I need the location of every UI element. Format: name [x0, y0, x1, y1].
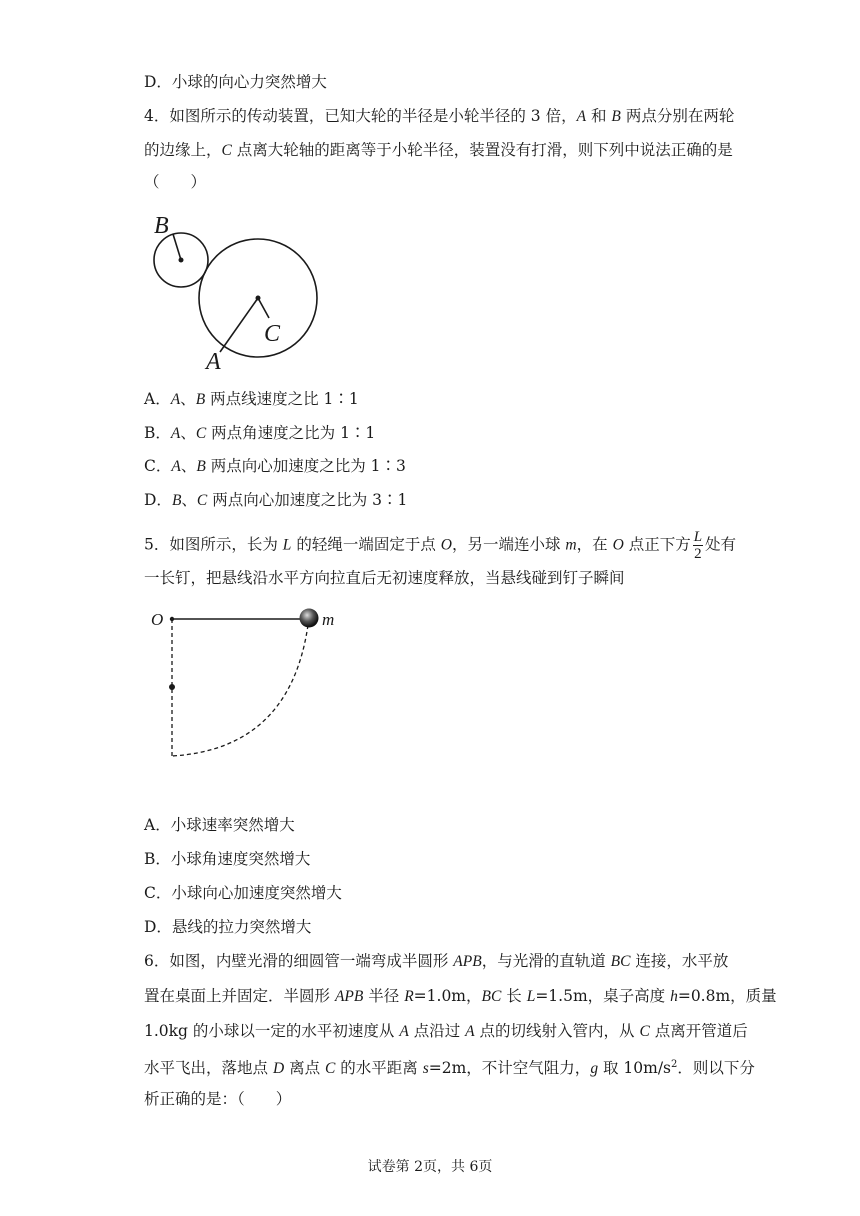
- q6-text: =1.0m，: [413, 987, 482, 1005]
- q5-option-d: D．悬线的拉力突然增大: [144, 918, 312, 936]
- q5-var: O: [440, 536, 452, 554]
- option-text: 两点角速度之比为 1∶1: [206, 424, 376, 442]
- q4-var: B: [611, 108, 621, 125]
- pivot-o: [170, 617, 174, 621]
- option-var: B: [171, 492, 182, 509]
- option-var: C: [195, 425, 207, 442]
- fraction-denominator: 2: [694, 546, 702, 562]
- q6-text: =0.8m，质量: [677, 987, 777, 1005]
- q6-stem-line2: [144, 986, 777, 1007]
- q5-text: ，另一端连小球: [451, 535, 566, 554]
- q4-stem-line1: [144, 106, 734, 127]
- q6-var: R: [404, 988, 414, 1005]
- q6-var: APB: [334, 988, 364, 1005]
- option-var: B: [195, 391, 206, 408]
- q5-pendulum-figure: [146, 603, 356, 763]
- q6-text: ．则以下分: [677, 1059, 755, 1078]
- q6-var: A: [399, 1023, 409, 1040]
- q5-option-a: A．小球速率突然增大: [144, 816, 295, 834]
- q5-option-b: B．小球角速度突然增大: [144, 850, 311, 868]
- q6-text: 水平飞出，落地点: [144, 1059, 273, 1078]
- fraction-l-over-2: [693, 529, 703, 562]
- option-prefix: B．: [144, 424, 171, 442]
- q5-text: ，在: [576, 535, 613, 554]
- q4-text: 的边缘上，: [144, 141, 222, 159]
- q6-text: 取 10m/s: [598, 1059, 672, 1078]
- q6-var: g: [590, 1060, 599, 1078]
- label-m: m: [322, 610, 335, 629]
- page-footer: 试卷第 2页，共 6页: [367, 1159, 493, 1175]
- q6-stem-line5: 析正确的是：（ ）: [144, 1090, 292, 1108]
- q6-var: A: [465, 1023, 475, 1040]
- q6-stem-line1: [144, 951, 728, 972]
- label-a: A: [206, 349, 221, 375]
- q6-text: ，与光滑的直轨道: [481, 952, 611, 970]
- q5-text: 处有: [705, 535, 737, 554]
- large-wheel-radius-c: [258, 298, 269, 318]
- q6-stem-line3: [144, 1021, 748, 1042]
- ball-m: [300, 609, 319, 628]
- q6-text: 1.0kg 的小球以一定的水平初速度从: [144, 1022, 400, 1040]
- q5-var: L: [282, 536, 292, 554]
- q5-stem-line1: [144, 529, 736, 562]
- fraction-numerator: L: [693, 529, 703, 545]
- q5-var: O: [612, 536, 624, 554]
- q6-var: D: [272, 1060, 285, 1078]
- swing-arc: [172, 625, 308, 756]
- q6-text: =1.5m，桌子高度: [535, 987, 671, 1005]
- q5-stem-line2: 一长钉，把悬线沿水平方向拉直后无初速度释放，当悬线碰到钉子瞬间: [144, 569, 625, 587]
- q4-var: C: [221, 142, 232, 159]
- q4-option-a: [144, 389, 359, 410]
- option-var: A: [170, 391, 181, 408]
- option-prefix: A．: [144, 390, 171, 408]
- q4-gear-figure: [146, 205, 326, 375]
- option-sep: 、: [180, 390, 196, 408]
- label-b: B: [154, 213, 169, 239]
- q4-text: 4．如图所示的传动装置，已知大轮的半径是小轮半径的 3 倍，: [144, 107, 577, 125]
- q5-text: 点正下方: [623, 535, 691, 554]
- q6-text: 点的切线射入管内，从: [474, 1022, 640, 1040]
- q6-var: L: [526, 988, 536, 1005]
- q6-text: 点离开管道后: [649, 1022, 748, 1040]
- q4-option-d: [144, 490, 407, 511]
- large-wheel-radius-a: [220, 298, 258, 352]
- q5-var: m: [565, 536, 577, 554]
- q6-text: 置在桌面上并固定．半圆形: [144, 987, 335, 1005]
- option-var: A: [171, 458, 181, 475]
- small-wheel-center: [179, 258, 184, 263]
- q6-text: 点沿过: [408, 1022, 466, 1040]
- q4-text: 两点分别在两轮: [620, 107, 735, 125]
- q6-var: BC: [610, 953, 631, 970]
- q6-text: 6．如图，内壁光滑的细圆管一端弯成半圆形: [144, 952, 454, 970]
- q6-var: BC: [481, 988, 502, 1005]
- q5-text: 5．如图所示，长为: [144, 535, 283, 554]
- option-prefix: C．: [144, 457, 172, 475]
- option-var: C: [196, 492, 208, 509]
- option-prefix: D．: [144, 491, 172, 509]
- nail: [169, 684, 175, 690]
- option-text: 两点向心加速度之比为 3∶1: [207, 491, 408, 509]
- q4-text: 和: [586, 107, 612, 125]
- option-sep: 、: [181, 491, 197, 509]
- q4-var: A: [576, 108, 587, 125]
- q6-var: APB: [453, 953, 482, 970]
- q5-option-c: C．小球向心加速度突然增大: [144, 884, 342, 902]
- q6-text: 离点: [284, 1059, 325, 1078]
- q6-var: s: [422, 1060, 429, 1078]
- option-var: B: [196, 458, 206, 475]
- q6-var: h: [670, 988, 678, 1005]
- q6-superscript: 2: [671, 1059, 678, 1070]
- large-wheel-center: [256, 296, 261, 301]
- q6-var: C: [639, 1023, 650, 1040]
- small-wheel-radius: [173, 234, 181, 260]
- option-sep: 、: [180, 457, 197, 475]
- q4-stem-line2: [144, 140, 733, 161]
- option-sep: 、: [180, 424, 196, 442]
- label-o: O: [151, 610, 164, 629]
- q6-text: 的水平距离: [335, 1059, 423, 1078]
- option-var: A: [170, 425, 181, 442]
- q6-text: 连接，水平放: [630, 952, 729, 970]
- label-c: C: [264, 321, 281, 347]
- q3-option-d: D．小球的向心力突然增大: [144, 73, 327, 91]
- q6-text: 半径: [363, 987, 405, 1005]
- q4-text: 点离大轮轴的距离等于小轮半径，装置没有打滑，则下列中说法正确的是: [231, 141, 733, 159]
- q4-answer-bracket: （ ）: [144, 173, 207, 191]
- q5-text: 的轻绳一端固定于点: [291, 535, 441, 554]
- q4-option-b: [144, 423, 375, 444]
- q6-var: C: [325, 1060, 336, 1078]
- q6-text: =2m，不计空气阻力，: [428, 1059, 591, 1078]
- option-text: 两点向心加速度之比为 1∶3: [205, 457, 406, 475]
- q4-option-c: [144, 456, 406, 477]
- q6-stem-line4: [144, 1055, 755, 1079]
- option-text: 两点线速度之比 1∶1: [205, 390, 359, 408]
- q6-text: 长: [501, 987, 527, 1005]
